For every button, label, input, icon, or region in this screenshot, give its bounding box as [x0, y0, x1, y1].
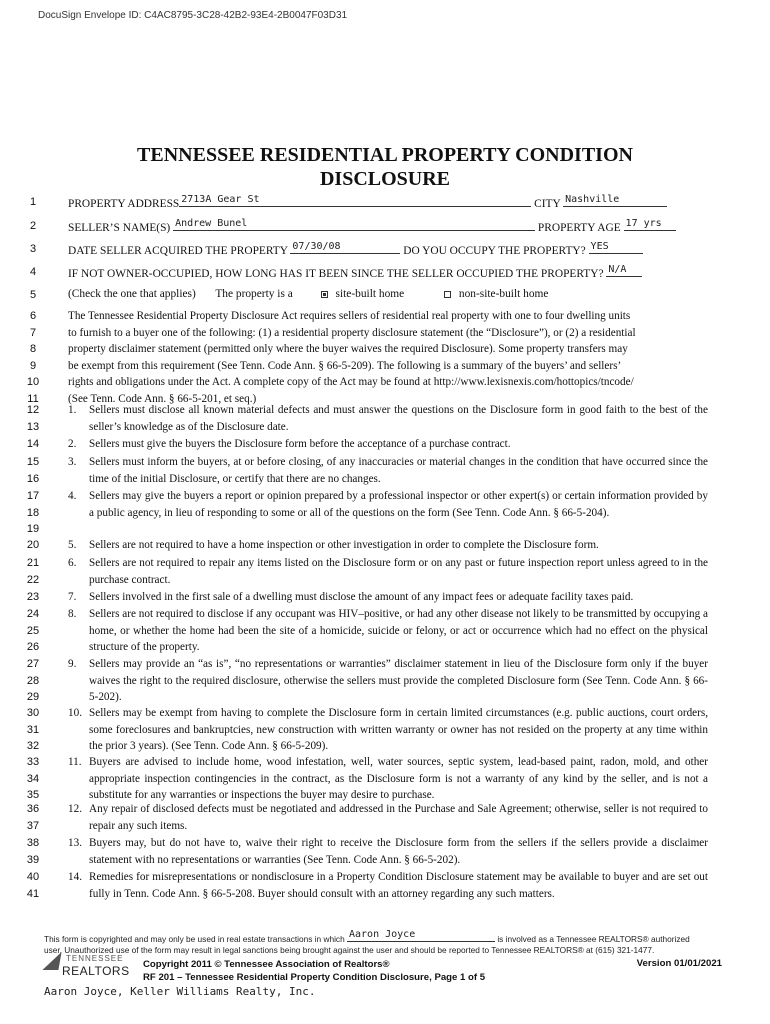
sellers-name-value: Andrew Bunel — [175, 218, 248, 229]
line-number: 8 — [29, 343, 37, 355]
line-numbers-item-6 — [20, 555, 46, 588]
item-text: Sellers may be exempt from having to complete the Disclosure form in certain limited circumstances (e.g. public auctions, court orders, some foreclosures and bankruptcies, new construction with written warranty or owner has not resided on the property at any time within the prior 3 years). (See Tenn. Code Ann. § 66-5-209). — [89, 707, 708, 752]
city-label: CITY — [534, 198, 561, 210]
docusign-envelope-id: DocuSign Envelope ID: C4AC8795-3C28-42B2-93E4-2B0047F03D31 — [38, 10, 348, 21]
non-site-built-checkbox[interactable] — [444, 291, 451, 298]
list-item — [68, 869, 708, 902]
intro-paragraph — [68, 308, 708, 407]
line-numbers-item-4 — [20, 488, 46, 538]
list-item — [68, 754, 708, 804]
item-text: Sellers must inform the buyers, at or before closing, of any inaccuracies or material changes in the condition that have occurred since the time of the initial Disclosure, or certify that there are no changes. — [89, 456, 708, 485]
line-number: 36 — [26, 803, 40, 815]
licensee-field[interactable] — [347, 930, 495, 942]
list-item — [68, 402, 708, 435]
line-numbers-item-13 — [20, 835, 46, 868]
line-number: 27 — [26, 658, 40, 670]
intro-line: rights and obligations under the Act. A complete copy of the Act may be found at http://www.lexisnexis.com/hottopics/tncode/ — [68, 376, 634, 388]
line-number: 25 — [26, 624, 40, 637]
line-number: 17 — [26, 490, 40, 502]
property-is-a: The property is a — [215, 288, 293, 300]
item-text: Any repair of disclosed defects must be negotiated and addressed in the Purchase and Sale Agreement; otherwise, seller is not required to repair any such items. — [89, 803, 708, 832]
occupy-field[interactable] — [589, 242, 643, 254]
line-number: 40 — [26, 871, 40, 883]
list-item — [68, 705, 708, 755]
item-number: 9. — [68, 658, 77, 670]
item-text: Remedies for misrepresentations or nondisclosure in a Property Condition Disclosure statement may be available to buyer and are set out fully in Tenn. Code Ann. § 66-5-208. Buyer should consult with an attorney regarding any such matters. — [89, 871, 708, 900]
copyright-notice-c: user. Unauthorized use of the form may result in legal sanctions being brought against the user and should be reported to Tennessee REALTORS® at (615) 321-1477. — [44, 945, 655, 955]
item-text: Sellers may give the buyers a report or opinion prepared by a professional inspector or other expert(s) or certain information provided by a public agency, in lieu of responding to some or all of the questions on the form (See Tenn. Code Ann. § 66-5-204). — [89, 490, 708, 519]
line-number: 21 — [26, 557, 40, 569]
list-item — [68, 656, 708, 706]
date-acquired-value: 07/30/08 — [292, 241, 341, 252]
date-acquired-field[interactable] — [290, 242, 400, 254]
sellers-name-field[interactable] — [173, 219, 535, 231]
logo-line-2: REALTORS — [62, 964, 130, 978]
city-field[interactable] — [563, 195, 667, 207]
non-site-built-label: non-site-built home — [458, 288, 549, 300]
line-number: 33 — [26, 756, 40, 768]
licensee-name: Aaron Joyce — [349, 929, 416, 940]
form-version: Version 01/01/2021 — [636, 958, 722, 969]
line-number: 32 — [26, 740, 40, 752]
not-occupied-value: N/A — [608, 264, 627, 275]
line-number: 19 — [26, 523, 40, 535]
line-number: 37 — [26, 819, 40, 832]
line-number: 22 — [26, 573, 40, 586]
title-line-1: TENNESSEE RESIDENTIAL PROPERTY CONDITION — [137, 144, 633, 166]
line-number: 20 — [26, 539, 40, 551]
line-number: 23 — [26, 591, 40, 603]
list-item — [68, 454, 708, 487]
line-number: 13 — [26, 420, 40, 433]
line-number: 16 — [26, 472, 40, 485]
item-number: 12. — [68, 803, 82, 815]
item-number: 13. — [68, 837, 82, 849]
line-number: 6 — [29, 310, 37, 322]
item-number: 2. — [68, 438, 77, 450]
copyright-notice-a: This form is copyrighted and may only be used in real estate transactions in which — [44, 934, 345, 944]
item-text: Sellers are not required to have a home inspection or other investigation in order to complete the Disclosure form. — [89, 539, 599, 551]
not-occupied-row — [68, 265, 642, 280]
item-text: Sellers must disclose all known material defects and must answer the questions on the Disclosure form in good faith to the best of the seller’s knowledge as of the Disclosure date. — [89, 404, 708, 433]
line-number: 4 — [29, 266, 37, 278]
sellers-name-row — [68, 219, 676, 234]
item-text: Sellers involved in the first sale of a dwelling must disclose the amount of any impact fees or adequate facility taxes paid. — [89, 591, 634, 603]
line-numbers-item-1 — [20, 402, 46, 435]
line-numbers-item-8 — [20, 606, 46, 656]
item-text: Sellers must give the buyers the Disclosure form before the acceptance of a purchase contract. — [89, 438, 511, 450]
site-built-label: site-built home — [335, 288, 405, 300]
item-number: 14. — [68, 871, 82, 883]
line-number: 34 — [26, 772, 40, 785]
list-item — [68, 801, 708, 834]
item-number: 7. — [68, 591, 77, 603]
item-number: 3. — [68, 456, 77, 468]
item-text: Sellers are not required to repair any items listed on the Disclosure form or on any past or future inspection report unless agreed to in the purchase contract. — [89, 557, 708, 586]
property-address-label: PROPERTY ADDRESS — [68, 198, 180, 210]
item-text: Buyers may, but do not have to, waive their right to receive the Disclosure form from the sellers if the sellers provide a disclaimer statement with no representations or warranties (See Tenn. Code Ann. § 66-5-202). — [89, 837, 708, 866]
line-number: 9 — [29, 359, 37, 372]
occupy-value: YES — [590, 241, 609, 252]
copyright-line: Copyright 2011 © Tennessee Association of Realtors® — [143, 959, 390, 970]
item-number: 1. — [68, 404, 77, 416]
line-numbers-item-10 — [20, 705, 46, 755]
item-text: Sellers may provide an “as is”, “no representations or warranties” disclaimer statement in lieu of the Disclosure form only if the buyer waives the right to the required disclosure, otherwise the sellers must provide the completed Disclosure form (See Tenn. Code Ann. § 66-5-202). — [89, 658, 708, 703]
line-number: 3 — [29, 243, 37, 255]
line-numbers-item-9 — [20, 656, 46, 706]
not-occupied-label: IF NOT OWNER-OCCUPIED, HOW LONG HAS IT BEEN SINCE THE SELLER OCCUPIED THE PROPERTY? — [68, 268, 604, 280]
item-number: 8. — [68, 608, 77, 620]
line-number: 39 — [26, 853, 40, 866]
line-number: 35 — [26, 789, 40, 801]
intro-line: to furnish to a buyer one of the following: (1) a residential property disclosure statement (the “Disclosure”), or (2) a residential — [68, 326, 636, 339]
line-numbers-item-3 — [20, 454, 46, 487]
line-number: 15 — [26, 456, 40, 468]
line-number: 28 — [26, 674, 40, 687]
line-number: 30 — [26, 707, 40, 719]
line-number: 10 — [26, 376, 40, 388]
intro-line: be exempt from this requirement (See Tenn. Code Ann. § 66-5-209). The following is a summary of the buyers’ and sellers’ — [68, 359, 622, 372]
line-number: 12 — [26, 404, 40, 416]
item-number: 6. — [68, 557, 77, 569]
line-number: 29 — [26, 691, 40, 703]
agent-stamp: Aaron Joyce, Keller Williams Realty, Inc. — [44, 985, 316, 998]
tennessee-realtors-logo — [44, 950, 134, 984]
logo-mark-icon — [42, 952, 61, 970]
line-numbers-item-14 — [20, 869, 46, 902]
list-item — [68, 589, 708, 606]
date-acquired-row — [68, 242, 643, 257]
property-address-value: 2713A Gear St — [181, 194, 260, 205]
line-numbers-item-2 — [20, 436, 46, 453]
item-text: Sellers are not required to disclose if any occupant was HIV–positive, or had any other disease not likely to be transmitted by occupying a home, or whether the home had been the site of a homicide, suicide or felony, or act or occurrence which had no effect on the physical structure of the property. — [89, 608, 708, 653]
item-text: Buyers are advised to include home, wood infestation, well, water sources, septic system, lead-based paint, radon, mold, and other appropriate inspection contingencies in the contract, as the Disclosure form is not a warranty of any kind by the seller, and is not a substitute for any warranties or inspections the buyer may desire to purchase. — [89, 756, 708, 801]
list-item — [68, 436, 708, 453]
list-item — [68, 835, 708, 868]
line-number: 41 — [26, 887, 40, 900]
property-type-row — [68, 288, 548, 300]
line-number: 38 — [26, 837, 40, 849]
intro-line: (See Tenn. Code Ann. § 66-5-201, et seq.) — [68, 392, 257, 405]
item-number: 10. — [68, 707, 82, 719]
property-address-field[interactable] — [179, 195, 531, 207]
line-number: 18 — [26, 506, 40, 519]
item-number: 4. — [68, 490, 77, 502]
form-line: RF 201 – Tennessee Residential Property Condition Disclosure, Page 1 of 5 — [143, 972, 486, 983]
city-value: Nashville — [565, 194, 620, 205]
title-line-2: DISCLOSURE — [319, 168, 451, 190]
line-numbers-intro — [20, 308, 46, 407]
sellers-name-label: SELLER’S NAME(S) — [68, 222, 171, 234]
line-number: 14 — [26, 438, 40, 450]
not-occupied-field[interactable] — [606, 265, 642, 277]
list-item — [68, 606, 708, 656]
site-built-checkbox[interactable] — [321, 291, 328, 298]
line-number: 5 — [29, 289, 37, 301]
list-item — [68, 537, 708, 554]
line-number: 7 — [29, 326, 37, 339]
line-numbers-item-5 — [20, 537, 46, 554]
line-number: 31 — [26, 723, 40, 736]
property-age-field[interactable] — [624, 219, 676, 231]
occupy-label: DO YOU OCCUPY THE PROPERTY? — [403, 245, 586, 257]
item-number: 5. — [68, 539, 77, 551]
document-title — [0, 143, 770, 191]
line-number: 1 — [29, 196, 37, 208]
date-acquired-label: DATE SELLER ACQUIRED THE PROPERTY — [68, 245, 288, 257]
check-instruction: (Check the one that applies) — [68, 288, 196, 300]
list-item — [68, 488, 708, 521]
line-numbers-item-11 — [20, 754, 46, 804]
item-number: 11. — [68, 756, 82, 768]
property-age-label: PROPERTY AGE — [537, 222, 621, 234]
line-number: 2 — [29, 220, 37, 232]
line-number: 26 — [26, 641, 40, 653]
line-number: 24 — [26, 608, 40, 620]
logo-line-1: TENNESSEE — [66, 954, 124, 963]
property-age-value: 17 yrs — [625, 218, 662, 229]
copyright-notice-b: is involved as a Tennessee REALTORS® authorized — [497, 934, 690, 944]
intro-line: The Tennessee Residential Property Disclosure Act requires sellers of residential real property with one to four dwelling units — [68, 310, 631, 322]
copyright-block — [143, 958, 485, 984]
list-item — [68, 555, 708, 588]
copyright-notice — [44, 930, 734, 956]
property-address-row — [68, 195, 667, 210]
intro-line: property disclaimer statement (permitted only where the buyer waives the required Disclosure). Some property transfers may — [68, 343, 628, 355]
line-number: 11 — [27, 392, 39, 405]
line-numbers-item-7 — [20, 589, 46, 606]
line-numbers-item-12 — [20, 801, 46, 834]
